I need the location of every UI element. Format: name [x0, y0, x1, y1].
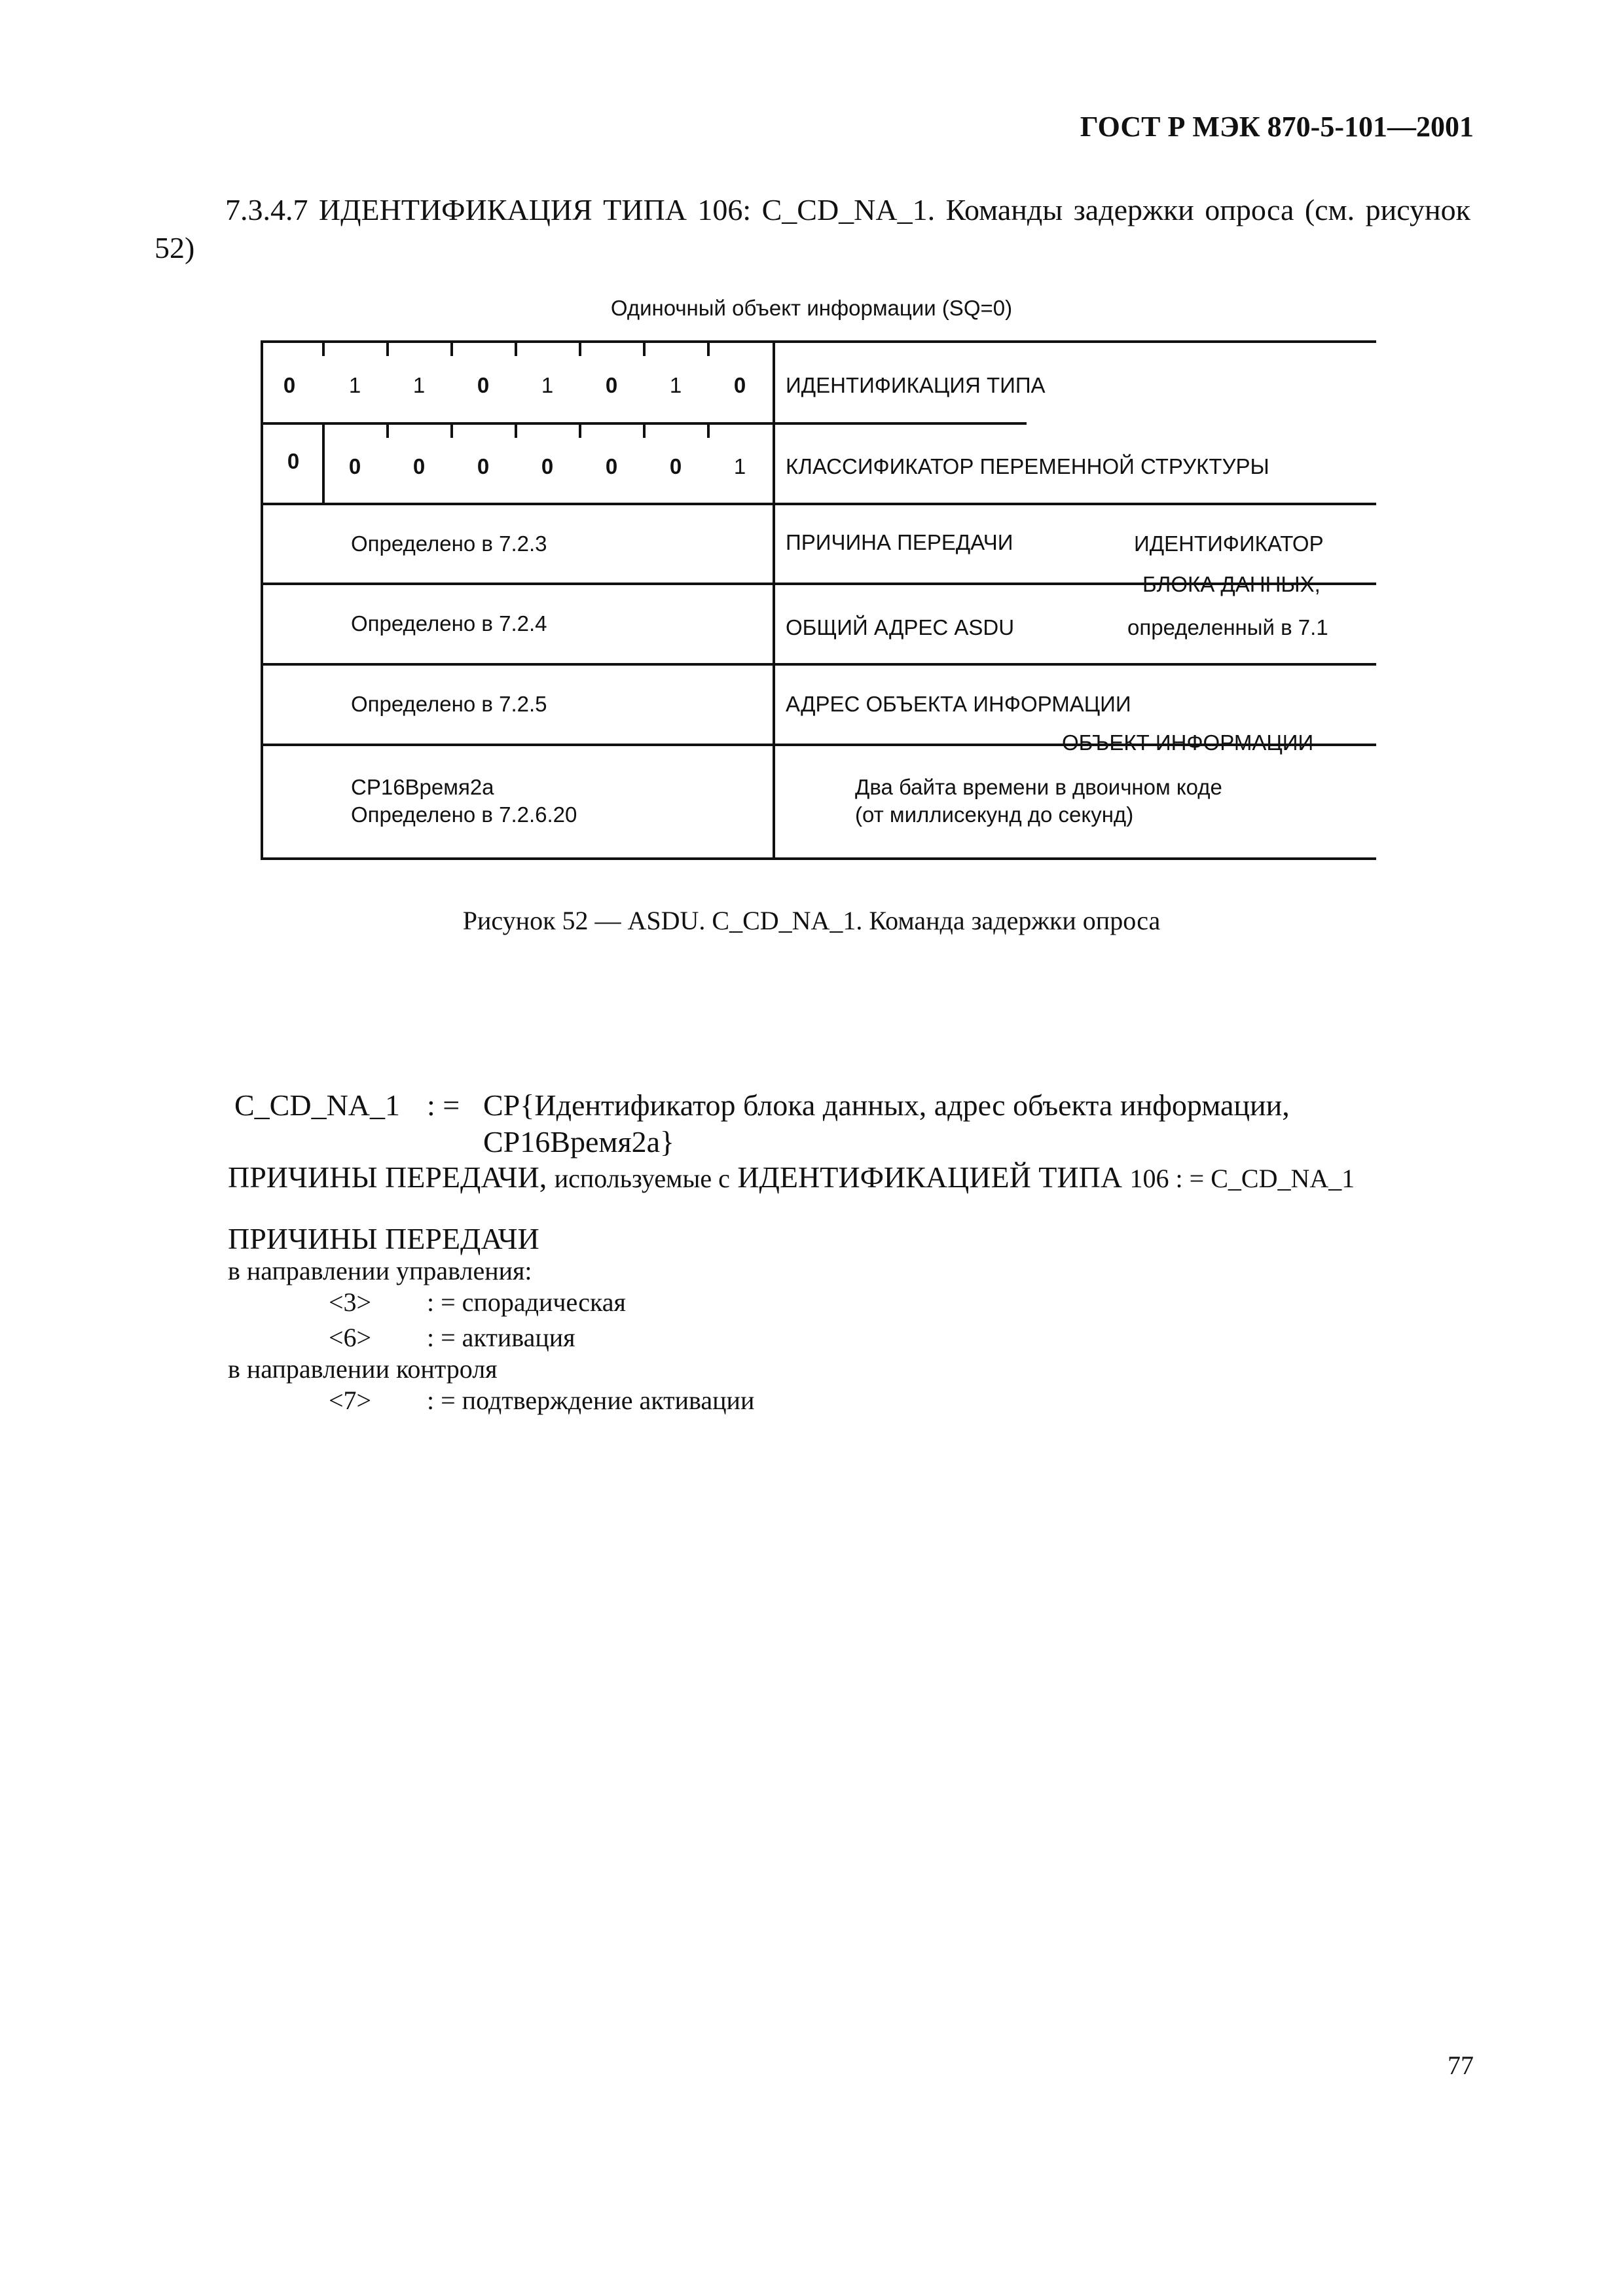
row-line-1 — [261, 422, 775, 425]
tick — [707, 422, 710, 438]
row-line-1-right — [773, 422, 1027, 425]
bit-r2-7: 0 — [669, 454, 682, 478]
bit-r2-2: 0 — [348, 454, 361, 478]
document-header: ГОСТ Р МЭК 870-5-101—2001 — [1080, 111, 1474, 143]
bit-r1-1: 0 — [283, 373, 296, 397]
bit-r2-5: 0 — [541, 454, 554, 478]
tick — [579, 422, 581, 438]
cause-code: <7> — [329, 1386, 372, 1415]
row5-left: Определено в 7.2.5 — [351, 692, 547, 716]
diagram-left-border — [261, 340, 263, 860]
label-common-address: ОБЩИЙ АДРЕС ASDU — [786, 615, 1015, 639]
bit-r1-4: 0 — [477, 373, 490, 397]
cause-code: <6> — [329, 1323, 372, 1352]
bit-r1-2: 1 — [348, 373, 361, 397]
cot-tail: 106 : = C_CD_NA_1 — [1129, 1164, 1355, 1193]
cot-caps-1: ПРИЧИНЫ ПЕРЕДАЧИ, — [228, 1160, 547, 1194]
row-line-top — [261, 340, 1376, 343]
diagram-divider — [773, 340, 775, 860]
row-line-5 — [261, 744, 775, 746]
label-vsq: КЛАССИФИКАТОР ПЕРЕМЕННОЙ СТРУКТУРЫ — [786, 454, 1269, 478]
tick — [707, 340, 710, 356]
monitor-direction: в направлении контроля — [228, 1354, 498, 1384]
bit-r1-7: 1 — [669, 373, 682, 397]
row6-label-2: (от миллисекунд до секунд) — [855, 802, 1134, 827]
row3-left: Определено в 7.2.3 — [351, 531, 547, 556]
block-id-1: ИДЕНТИФИКАТОР — [1134, 531, 1324, 556]
bit-r2-8: 1 — [733, 454, 746, 478]
diagram-title: Одиночный объект информации (SQ=0) — [610, 296, 1013, 320]
label-type-id: ИДЕНТИФИКАЦИЯ ТИПА — [786, 373, 1046, 397]
bit-r1-5: 1 — [541, 373, 554, 397]
block-id-3: определенный в 7.1 — [1127, 615, 1328, 639]
bit-r2-4: 0 — [477, 454, 490, 478]
cot-caps-2: ИДЕНТИФИКАЦИЕЙ ТИПА — [737, 1160, 1123, 1194]
bit-r2-1: 0 — [287, 449, 300, 473]
definition-assign: : = — [427, 1088, 460, 1122]
definition-line-2: CP16Время2а} — [483, 1125, 675, 1158]
tick — [450, 340, 453, 356]
block-id-2: БЛОКА ДАННЫХ, — [1142, 572, 1321, 596]
label-ioa: АДРЕС ОБЪЕКТА ИНФОРМАЦИИ — [786, 692, 1131, 716]
figure-caption: Рисунок 52 — ASDU. C_CD_NA_1. Команда задержки опроса — [462, 906, 1161, 935]
row-line-2 — [261, 503, 1376, 505]
tick — [386, 422, 389, 438]
tick — [515, 340, 517, 356]
tick — [386, 340, 389, 356]
cause-text: : = подтверждение активации — [427, 1386, 755, 1415]
tick — [450, 422, 453, 438]
info-object-label: ОБЪЕКТ ИНФОРМАЦИИ — [1062, 730, 1314, 755]
cot-mid: используемые с — [554, 1164, 730, 1193]
cause-code: <3> — [329, 1287, 372, 1317]
cause-text: : = активация — [427, 1323, 575, 1352]
row-line-4 — [261, 663, 1376, 666]
bit-r1-8: 0 — [733, 373, 746, 397]
tick — [515, 422, 517, 438]
row6-left-2: Определено в 7.2.6.20 — [351, 802, 577, 827]
tick — [322, 340, 325, 356]
bit-r2-6: 0 — [605, 454, 618, 478]
row-line-bottom — [261, 857, 1376, 860]
label-cot: ПРИЧИНА ПЕРЕДАЧИ — [786, 530, 1013, 554]
causes-title: ПРИЧИНЫ ПЕРЕДАЧИ — [228, 1222, 539, 1255]
control-direction: в направлении управления: — [228, 1256, 532, 1285]
tick — [643, 340, 646, 356]
row6-label-1: Два байта времени в двоичном коде — [855, 775, 1222, 799]
tick — [643, 422, 646, 438]
row6-left-1: CP16Время2а — [351, 775, 494, 799]
section-paragraph: 7.3.4.7 ИДЕНТИФИКАЦИЯ ТИПА 106: C_CD_NA_1. Команды задержки опроса (см. рисунок 52) — [155, 193, 1470, 264]
bit-r1-6: 0 — [605, 373, 618, 397]
bit-r2-3: 0 — [412, 454, 426, 478]
cause-text: : = спорадическая — [427, 1287, 626, 1317]
definition-name: C_CD_NA_1 — [234, 1088, 401, 1122]
cot-line — [228, 1160, 1355, 1194]
bit-r1-3: 1 — [412, 373, 426, 397]
page-number: 77 — [1448, 2051, 1474, 2080]
tick — [322, 422, 325, 503]
tick — [579, 340, 581, 356]
definition-line-1: CP{Идентификатор блока данных, адрес объекта информации, — [483, 1088, 1290, 1122]
row4-left: Определено в 7.2.4 — [351, 611, 547, 636]
